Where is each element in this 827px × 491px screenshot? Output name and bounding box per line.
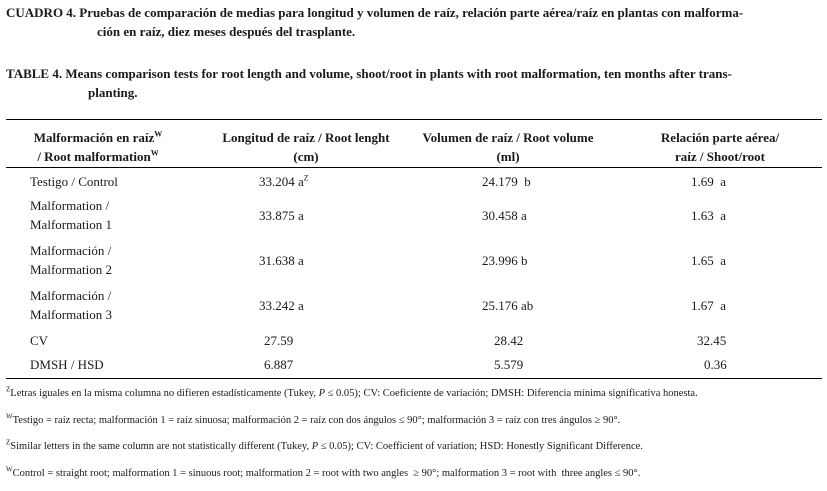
header-root-volume-line1: Volumen de raíz / Root volume [422,130,594,145]
header-root-volume [408,128,608,166]
row-control-volume: 24.179 b [482,174,531,189]
caption-english [6,64,822,102]
footnote-z-english-p: P [311,441,319,452]
row-control-length-value: 33.204 a [259,174,304,189]
header-root-length-line2: (cm) [293,149,319,164]
row-hsd-label: DMSH / HSD [30,357,104,372]
row-malformation3-label-line2: Malformation 3 [30,307,112,322]
row-control-label: Testigo / Control [30,174,118,189]
caption-spanish-line1: CUADRO 4. Pruebas de comparación de medias para longitud y volumen de raíz, relación parte aérea/raíz en plantas con malforma- [6,5,744,20]
header-shoot-root-line1: Relación parte aérea/ [660,130,780,145]
row-control-length-sup: Z [303,173,309,183]
header-malformation-sup2: W [150,148,159,158]
row-cv-label: CV [30,333,49,348]
row-malformation3-length: 33.242 a [259,298,304,313]
footnote-z-spanish-p: P [318,388,326,399]
footnote-z-english-text-a: Similar letters in the same column are not statistically different (Tukey, [10,441,312,452]
row-cv-ratio: 32.45 [697,333,727,348]
caption-spanish-line2: ción en raíz, diez meses después del trasplante. [97,24,356,39]
footnote-w-english-sup: W [6,465,13,474]
table-header-rule [6,167,822,168]
caption-english-line2: planting. [88,85,138,100]
footnote-z-english-text-b: ≤ 0.05); CV: Coefficient of variation; HSD: Honestly Significant Difference. [318,441,643,452]
row-cv-length: 27.59 [264,333,294,348]
row-malformation3-ratio: 1.67 a [691,298,727,313]
header-shoot-root-line2: raíz / Shoot/root [674,149,766,164]
row-malformation2-label-line1: Malformación / [30,243,112,258]
caption-spanish [6,3,822,41]
header-malformation-sup1: W [154,129,163,139]
row-malformation1-ratio: 1.63 a [691,208,727,223]
row-malformation1-label-line2: Malformation 1 [30,217,112,232]
header-malformation-line1: Malformación en raíz [33,130,155,145]
row-hsd-ratio: 0.36 [704,357,727,372]
header-root-length [196,128,416,166]
row-malformation3-volume: 25.176 ab [482,298,534,313]
row-malformation3-label [30,286,112,324]
row-malformation1-length: 33.875 a [259,208,304,223]
footnote-w-spanish-sup: W [6,412,13,421]
row-hsd-length: 6.887 [264,357,294,372]
row-malformation2-label [30,241,112,279]
header-shoot-root [630,128,810,166]
footnote-z-english-sup: Z [6,438,11,447]
row-malformation1-label-line1: Malformation / [30,198,110,213]
header-malformation-line2: / Root malformation [37,149,151,164]
footnote-z-spanish [6,387,698,401]
table-top-rule [6,119,822,120]
row-malformation3-label-line1: Malformación / [30,288,112,303]
footnote-w-spanish-text: Testigo = raíz recta; malformación 1 = raíz sinuosa; malformación 2 = raíz con dos ángulos ≤ 90°; malformación 3 = raíz con tres ángulos ≥ 90°. [12,415,621,426]
caption-english-line1: TABLE 4. Means comparison tests for root length and volume, shoot/root in plants with root malformation, ten months after trans- [6,66,732,81]
header-root-length-line1: Longitud de raíz / Root lenght [222,130,390,145]
footnote-z-spanish-text-b: ≤ 0.05); CV: Coeficiente de variación; DMSH: Diferencia mínima significativa honesta. [325,388,698,399]
footnote-z-spanish-text-a: Letras iguales en la misma columna no difieren estadísticamente (Tukey, [10,388,319,399]
row-control-ratio: 1.69 a [691,174,727,189]
header-malformation [18,128,178,166]
row-malformation2-ratio: 1.65 a [691,253,727,268]
header-root-volume-line2: (ml) [496,149,520,164]
row-malformation1-label [30,196,112,234]
row-hsd-volume: 5.579 [494,357,524,372]
footnote-w-english-text: Control = straight root; malformation 1 = sinuous root; malformation 2 = root with two angles ≥ 90°; malformation 3 = root with three angles ≤ 90°. [12,468,641,479]
footnote-z-spanish-sup: Z [6,385,11,394]
row-malformation2-label-line2: Malformation 2 [30,262,112,277]
row-malformation1-volume: 30.458 a [482,208,527,223]
row-cv-volume: 28.42 [494,333,524,348]
footnote-z-english [6,440,643,454]
row-malformation2-volume: 23.996 b [482,253,528,268]
row-control-length [259,172,309,191]
row-malformation2-length: 31.638 a [259,253,304,268]
footnote-w-spanish [6,414,620,428]
table-bottom-rule [6,378,822,379]
footnote-w-english [6,467,640,481]
